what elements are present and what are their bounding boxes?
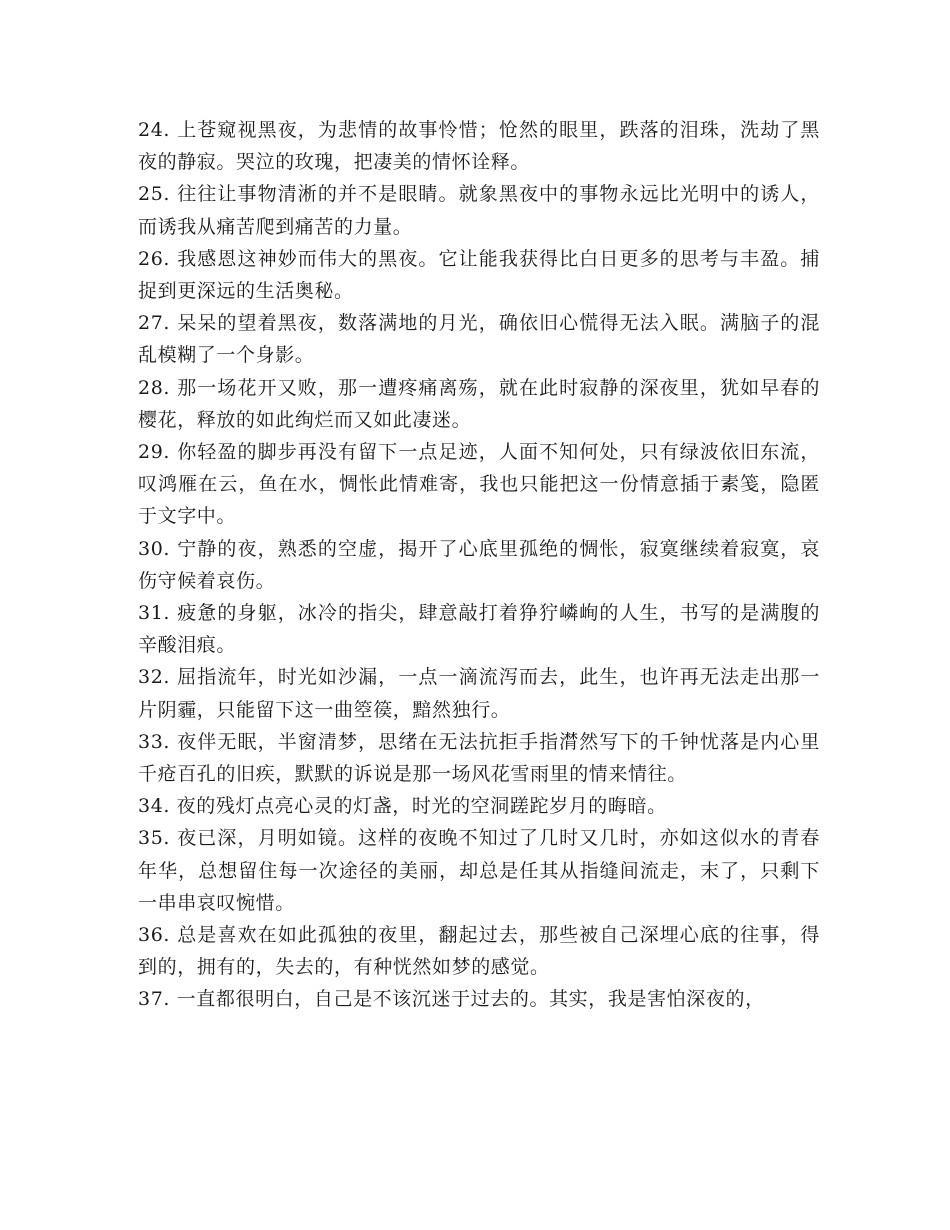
entry-text: 夜已深，月明如镜。这样的夜晚不知过了几时又几时，亦如这似水的青春年华，总想留住每一次途径的美丽，却总是任其从指缝间流走，末了，只剩下一串串哀叹惋惜。: [138, 827, 821, 914]
entry-text: 呆呆的望着黑夜，数落满地的月光，确依旧心慌得无法入眠。满脑子的混乱模糊了一个身影。: [138, 312, 821, 367]
list-item: [138, 307, 820, 371]
list-item: [138, 726, 820, 790]
entry-number: 26.: [138, 247, 171, 270]
list-item: [138, 114, 820, 178]
entry-text: 疲惫的身躯，冰冷的指尖，肆意敲打着狰狞嶙峋的人生，书写的是满腹的辛酸泪痕。: [138, 602, 821, 657]
list-item: [138, 661, 820, 725]
list-item: [138, 372, 820, 436]
entry-number: 32.: [138, 666, 171, 689]
list-item: [138, 533, 820, 597]
entry-text: 屈指流年，时光如沙漏，一点一滴流泻而去，此生，也许再无法走出那一片阴霾，只能留下这一曲箜篌，黯然独行。: [138, 666, 821, 721]
entry-number: 27.: [138, 312, 171, 335]
list-item: [138, 790, 820, 822]
entry-number: 35.: [138, 827, 171, 850]
entry-number: 30.: [138, 537, 171, 560]
entry-number: 28.: [138, 376, 171, 399]
list-item: [138, 919, 820, 983]
list-item: [138, 983, 820, 1015]
list-item: [138, 243, 820, 307]
entry-text: 往往让事物清淅的并不是眼睛。就象黑夜中的事物永远比光明中的诱人，而诱我从痛苦爬到痛苦的力量。: [138, 183, 821, 238]
entry-text: 总是喜欢在如此孤独的夜里，翻起过去，那些被自己深埋心底的往事，得到的，拥有的，失去的，有种恍然如梦的感觉。: [138, 924, 821, 979]
entry-number: 25.: [138, 183, 171, 206]
entry-text: 上苍窥视黑夜，为悲情的故事怜惜；怆然的眼里，跌落的泪珠，洗劫了黑夜的静寂。哭泣的玫瑰，把凄美的情怀诠释。: [138, 119, 821, 174]
entry-text: 你轻盈的脚步再没有留下一点足迹，人面不知何处，只有绿波依旧东流，叹鸿雁在云，鱼在水，惆怅此情难寄，我也只能把这一份情意插于素笺，隐匿于文字中。: [138, 441, 821, 528]
entry-text: 夜伴无眠，半窗清梦，思绪在无法抗拒手指潸然写下的千钟忧落是内心里千疮百孔的旧疾，默默的诉说是那一场风花雪雨里的情来情往。: [138, 730, 821, 786]
entry-text: 我感恩这神妙而伟大的黑夜。它让能我获得比白日更多的思考与丰盈。捕捉到更深远的生活奥秘。: [138, 247, 821, 303]
entry-text: 宁静的夜，熟悉的空虚，揭开了心底里孤绝的惆怅，寂寞继续着寂寞，哀伤守候着哀伤。: [138, 537, 821, 592]
list-item: [138, 822, 820, 919]
list-item: [138, 436, 820, 533]
entry-number: 34.: [138, 795, 171, 818]
document-body: [138, 114, 820, 1016]
entry-number: 29.: [138, 441, 171, 464]
entry-number: 24.: [138, 119, 171, 141]
entry-number: 31.: [138, 602, 171, 625]
entry-text: 那一场花开又败，那一遭疼痛离殇，就在此时寂静的深夜里，犹如早春的樱花，释放的如此绚烂而又如此凄迷。: [138, 376, 821, 431]
entry-number: 33.: [138, 730, 171, 753]
list-item: [138, 597, 820, 661]
entry-number: 36.: [138, 924, 171, 947]
entry-number: 37.: [138, 988, 171, 1011]
list-item: [138, 178, 820, 242]
entry-text: 夜的残灯点亮心灵的灯盏，时光的空洞蹉跎岁月的晦暗。: [176, 795, 667, 818]
entry-text: 一直都很明白，自己是不该沉迷于过去的。其实，我是害怕深夜的，: [176, 988, 765, 1011]
